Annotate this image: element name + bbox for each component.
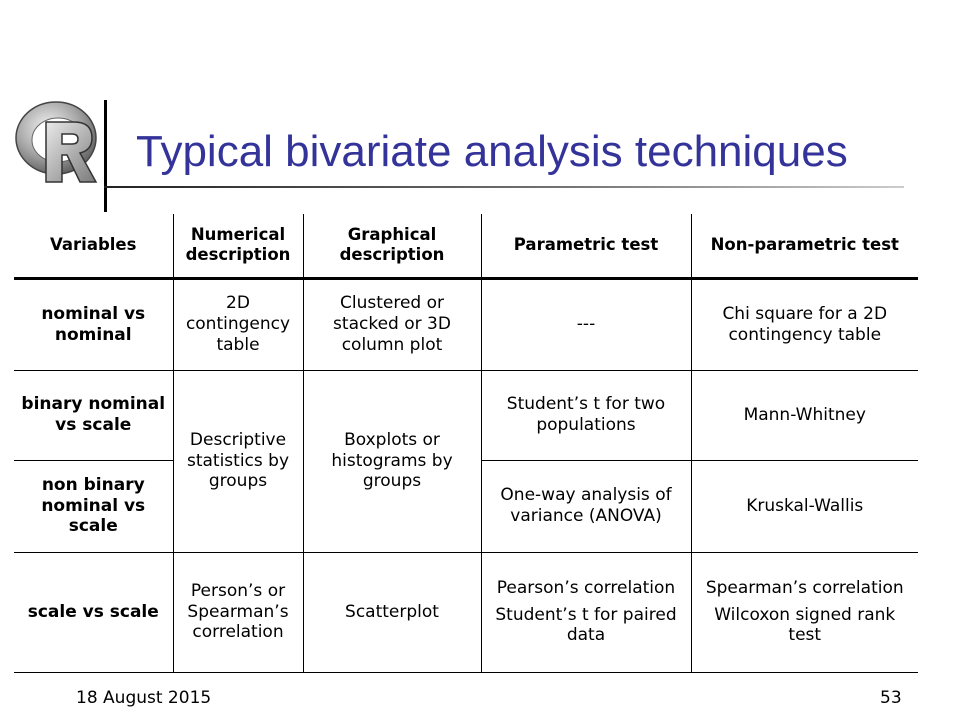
- cell-line: Wilcoxon signed rank test: [714, 604, 896, 646]
- cell-nonparametric: Kruskal-Wallis: [691, 460, 918, 552]
- cell-numerical: Descriptive statistics by groups: [173, 370, 303, 552]
- cell-line: Student’s t for paired data: [495, 604, 677, 646]
- row-variables: binary nominal vs scale: [14, 370, 173, 460]
- header-variables: Variables: [14, 214, 173, 278]
- cell-parametric: ---: [481, 278, 691, 370]
- title-vertical-rule: [104, 100, 107, 212]
- footer-date: 18 August 2015: [76, 688, 212, 708]
- header-non-parametric-test: Non-parametric test: [691, 214, 918, 278]
- table-row: [14, 278, 918, 370]
- cell-nonparametric: Mann-Whitney: [691, 370, 918, 460]
- cell-nonparametric: Chi square for a 2D contingency table: [691, 278, 918, 370]
- page-number: 53: [880, 688, 902, 708]
- cell-numerical: 2D contingency table: [173, 278, 303, 370]
- cell-graphical: Scatterplot: [303, 552, 481, 672]
- table-row: [14, 552, 918, 672]
- cell-numerical: Person’s or Spearman’s correlation: [173, 552, 303, 672]
- cell-line: Pearson’s correlation: [496, 577, 676, 598]
- cell-line: Spearman’s correlation: [705, 577, 904, 598]
- header-numerical-description: Numerical description: [173, 214, 303, 278]
- row-variables: nominal vs nominal: [14, 278, 173, 370]
- header-parametric-test: Parametric test: [481, 214, 691, 278]
- table-row: [14, 370, 918, 460]
- r-logo-icon: [12, 92, 104, 192]
- cell-nonparametric: [691, 552, 918, 672]
- title-horizontal-rule: [104, 186, 904, 188]
- row-variables: non binary nominal vs scale: [14, 460, 173, 552]
- bivariate-techniques-table: [14, 214, 918, 673]
- slide-title: Typical bivariate analysis techniques: [136, 127, 848, 176]
- cell-parametric: Student’s t for two populations: [481, 370, 691, 460]
- row-variables: scale vs scale: [14, 552, 173, 672]
- cell-parametric: One-way analysis of variance (ANOVA): [481, 460, 691, 552]
- header-graphical-description: Graphical description: [303, 214, 481, 278]
- cell-graphical: Clustered or stacked or 3D column plot: [303, 278, 481, 370]
- cell-graphical: Boxplots or histograms by groups: [303, 370, 481, 552]
- cell-parametric: [481, 552, 691, 672]
